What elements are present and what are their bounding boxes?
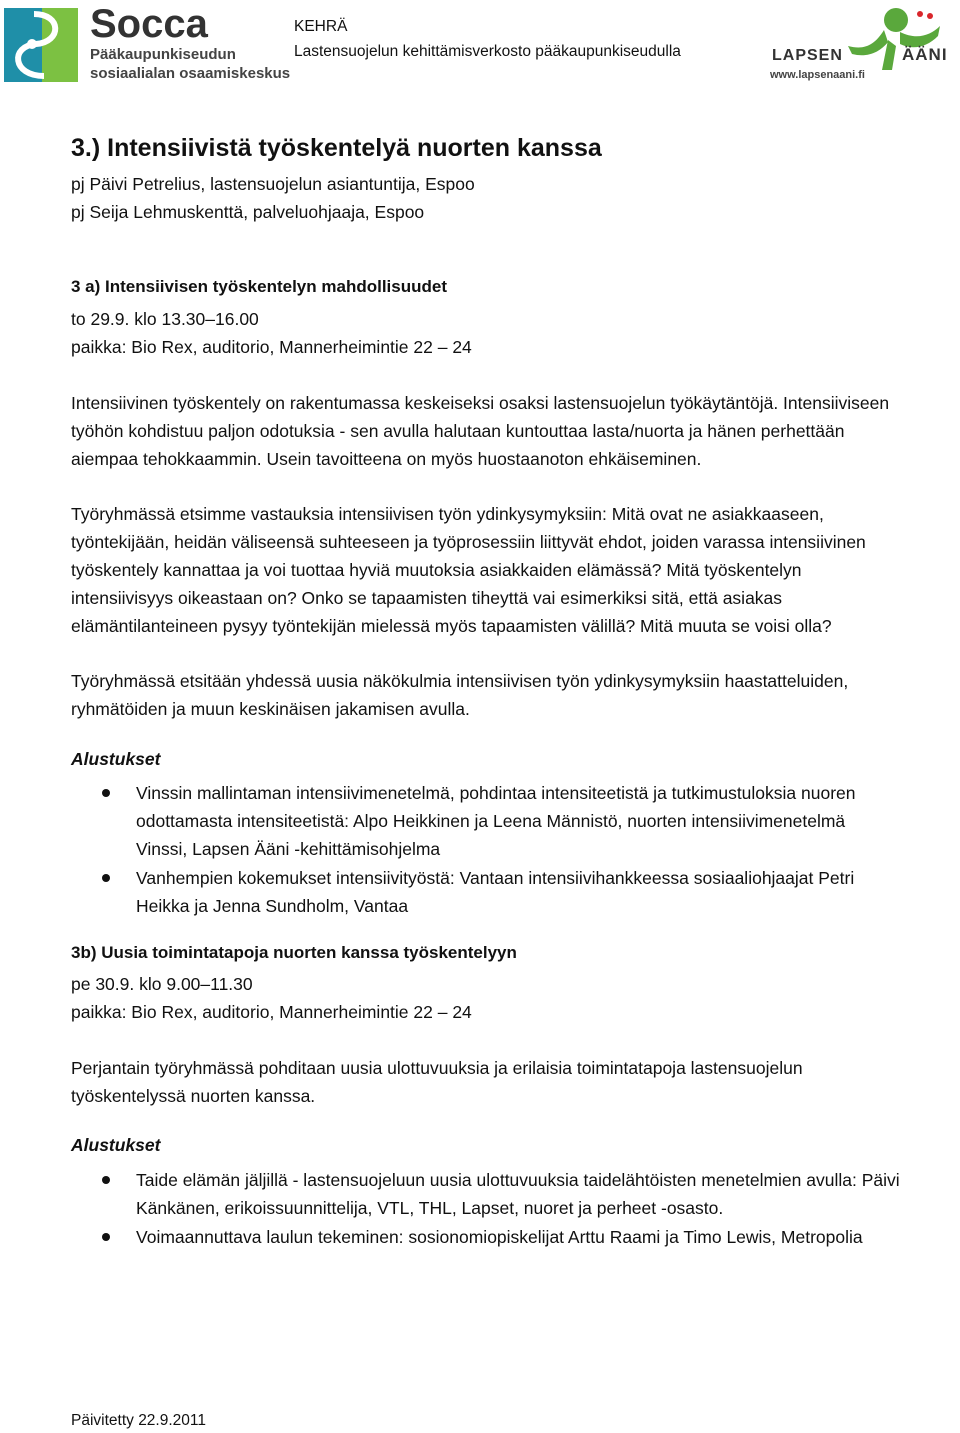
paragraph-line: Työryhmässä etsitään yhdessä uusia näkökulmia intensiivisen työn ydinkysymyksiin haastatteluiden, <box>71 671 849 691</box>
list-item-line: Taide elämän jäljillä - lastensuojeluun uusia ulottuvuuksia taidelähtöisten menetelmien avulla: Päivi <box>136 1170 900 1190</box>
list-item-line: Vinssi, Lapsen Ääni -kehittämisohjelma <box>136 839 441 859</box>
header-subtitle: Lastensuojelun kehittämisverkosto pääkaupunkiseudulla <box>294 43 681 60</box>
paragraph-line: intensiivisyys oikeastaan on? Onko se tapaamisten tiheyttä vai esimerkiksi sitä, että asiakas <box>71 588 783 608</box>
socca-logo-name: Socca <box>90 2 208 46</box>
list-item-line: Vanhempien kokemukset intensiivityöstä: Vantaan intensiivihankkeessa sosiaaliohjaajat Petri <box>136 868 855 888</box>
leader-line: pj Päivi Petrelius, lastensuojelun asiantuntija, Espoo <box>71 174 475 194</box>
section3a-time: to 29.9. klo 13.30–16.00 <box>71 309 259 329</box>
section3b-place: paikka: Bio Rex, auditorio, Mannerheimintie 22 – 24 <box>71 1002 472 1022</box>
lapsen-logo-text1: LAPSEN <box>772 47 843 64</box>
section3a-heading: 3 a) Intensiivisen työskentelyn mahdollisuudet <box>71 277 447 296</box>
paragraph-line: elämäntilanteineen pysyy työntekijän mielessä myös tapaamisten välillä? Mitä muuta se voisi olla? <box>71 616 832 636</box>
socca-logo-line1: Pääkaupunkiseudun <box>90 46 236 63</box>
bullet-icon <box>102 1233 110 1241</box>
bullet-icon <box>102 789 110 797</box>
socca-logo-line2: sosiaalialan osaamiskeskus <box>90 65 291 82</box>
list-item-line: Vinssin mallintaman intensiivimenetelmä, pohdintaa intensiteetistä ja tutkimustuloksia nuoren <box>136 783 856 803</box>
socca-logo <box>4 2 291 84</box>
list-item-line: Heikka ja Jenna Sundholm, Vantaa <box>136 896 409 916</box>
list-item-line: Voimaannuttava laulun tekeminen: sosionomiopiskelijat Arttu Raami ja Timo Lewis, Metropolia <box>136 1227 863 1247</box>
lapsen-aani-logo <box>768 6 956 86</box>
paragraph-line: Perjantain työryhmässä pohditaan uusia ulottuvuuksia ja erilaisia toimintatapoja lastensuojelun <box>71 1058 803 1078</box>
paragraph-line: työntekijään, heidän väliseensä suhteeseen ja työprosessiin liittyvät ehdot, joiden varassa intensiivinen <box>71 532 866 552</box>
paragraph-line: aiempaa tehokkaammin. Usein tavoitteena on myös huostaanoton ehkäiseminen. <box>71 449 702 469</box>
list-item-line: odottamasta intensiteetistä: Alpo Heikkinen ja Leena Männistö, nuorten intensiivimenetelmä <box>136 811 846 831</box>
paragraph-line: työskentely kannattaa ja voi tuottaa hyviä muutoksia asiakkaiden elämässä? Mitä työskentelyn <box>71 560 802 580</box>
paragraph-line: ryhmätöiden ja muun keskinäisen jakamisen avulla. <box>71 699 470 719</box>
header-title: KEHRÄ <box>294 18 348 35</box>
lapsen-logo-text2: ÄÄNI <box>902 45 948 64</box>
footer-updated: Päivitetty 22.9.2011 <box>71 1412 206 1429</box>
paragraph-line: Intensiivinen työskentely on rakentumassa keskeiseksi osaksi lastensuojelun työkäytäntöjä. Intensiiviseen <box>71 393 890 413</box>
section3-heading: 3.) Intensiivistä työskentelyä nuorten kanssa <box>71 134 602 162</box>
section3b-time: pe 30.9. klo 9.00–11.30 <box>71 974 253 994</box>
leader-line: pj Seija Lehmuskenttä, palveluohjaaja, Espoo <box>71 202 425 222</box>
section3a-talks-heading: Alustukset <box>71 749 161 769</box>
paragraph-line: työskentelyssä nuorten kanssa. <box>71 1086 316 1106</box>
section3b-talks-heading: Alustukset <box>71 1135 161 1155</box>
section3b-heading: 3b) Uusia toimintatapoja nuorten kanssa työskentelyyn <box>71 943 517 962</box>
socca-logo-mark-icon <box>4 8 78 82</box>
list-item-line: Känkänen, erikoissuunnittelija, VTL, THL, Lapset, nuoret ja perheet -osasto. <box>136 1198 724 1218</box>
bullet-icon <box>102 874 110 882</box>
bullet-icon <box>102 1176 110 1184</box>
section3a-place: paikka: Bio Rex, auditorio, Mannerheimintie 22 – 24 <box>71 337 472 357</box>
paragraph-line: Työryhmässä etsimme vastauksia intensiivisen työn ydinkysymyksiin: Mitä ovat ne asiakkaaseen, <box>71 504 824 524</box>
paragraph-line: työhön kohdistuu paljon odotuksia - sen avulla halutaan kuntouttaa lasta/nuorta ja hänen perhettään <box>71 421 845 441</box>
lapsen-logo-url: www.lapsenaani.fi <box>770 69 865 81</box>
